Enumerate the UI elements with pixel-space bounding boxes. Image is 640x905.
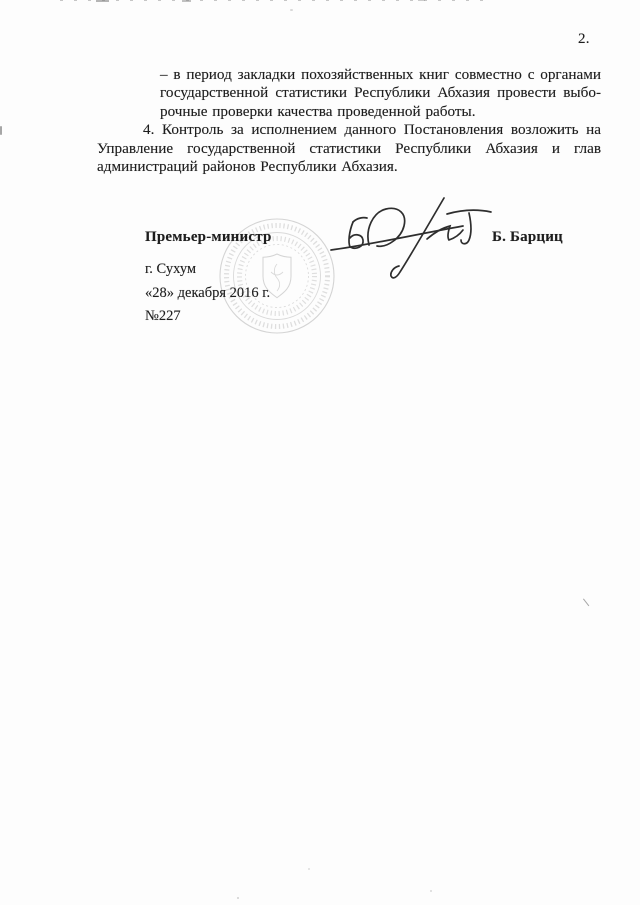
scan-artifact xyxy=(290,9,293,11)
scan-artifact xyxy=(583,595,594,606)
scan-artifact xyxy=(96,0,109,2)
page-number: 2. xyxy=(578,31,590,47)
scan-artifact xyxy=(430,890,432,892)
signature-handwritten xyxy=(323,191,503,291)
scan-artifact xyxy=(0,126,2,135)
document-number: №227 xyxy=(145,308,181,324)
place-line: г. Сухум xyxy=(145,261,197,277)
body-line: администраций районов Республики Абхазия. xyxy=(97,158,398,176)
body-line: Управление государственной статистики Республики Абхазия и глав xyxy=(97,139,601,157)
date-line: «28» декабря 2016 г. xyxy=(145,285,271,301)
scan-artifact xyxy=(418,0,425,1)
body-line: 4. Контроль за исполнением данного Постановления возложить на xyxy=(143,121,601,139)
body-line: – в период закладки похозяйственных книг совместно с органами xyxy=(160,66,601,83)
signer-title: Премьер-министр xyxy=(145,229,272,245)
scan-artifact xyxy=(237,897,239,899)
body-line: государственной статистики Республики Абхазия провести выбо- xyxy=(160,84,601,102)
body-text-block xyxy=(97,66,601,177)
body-line: рочные проверки качества проведенной работы. xyxy=(160,102,476,120)
signer-name: Б. Барциц xyxy=(492,229,563,245)
scan-artifact xyxy=(60,0,490,1)
scan-artifact xyxy=(182,0,191,2)
scan-artifact xyxy=(308,868,310,870)
